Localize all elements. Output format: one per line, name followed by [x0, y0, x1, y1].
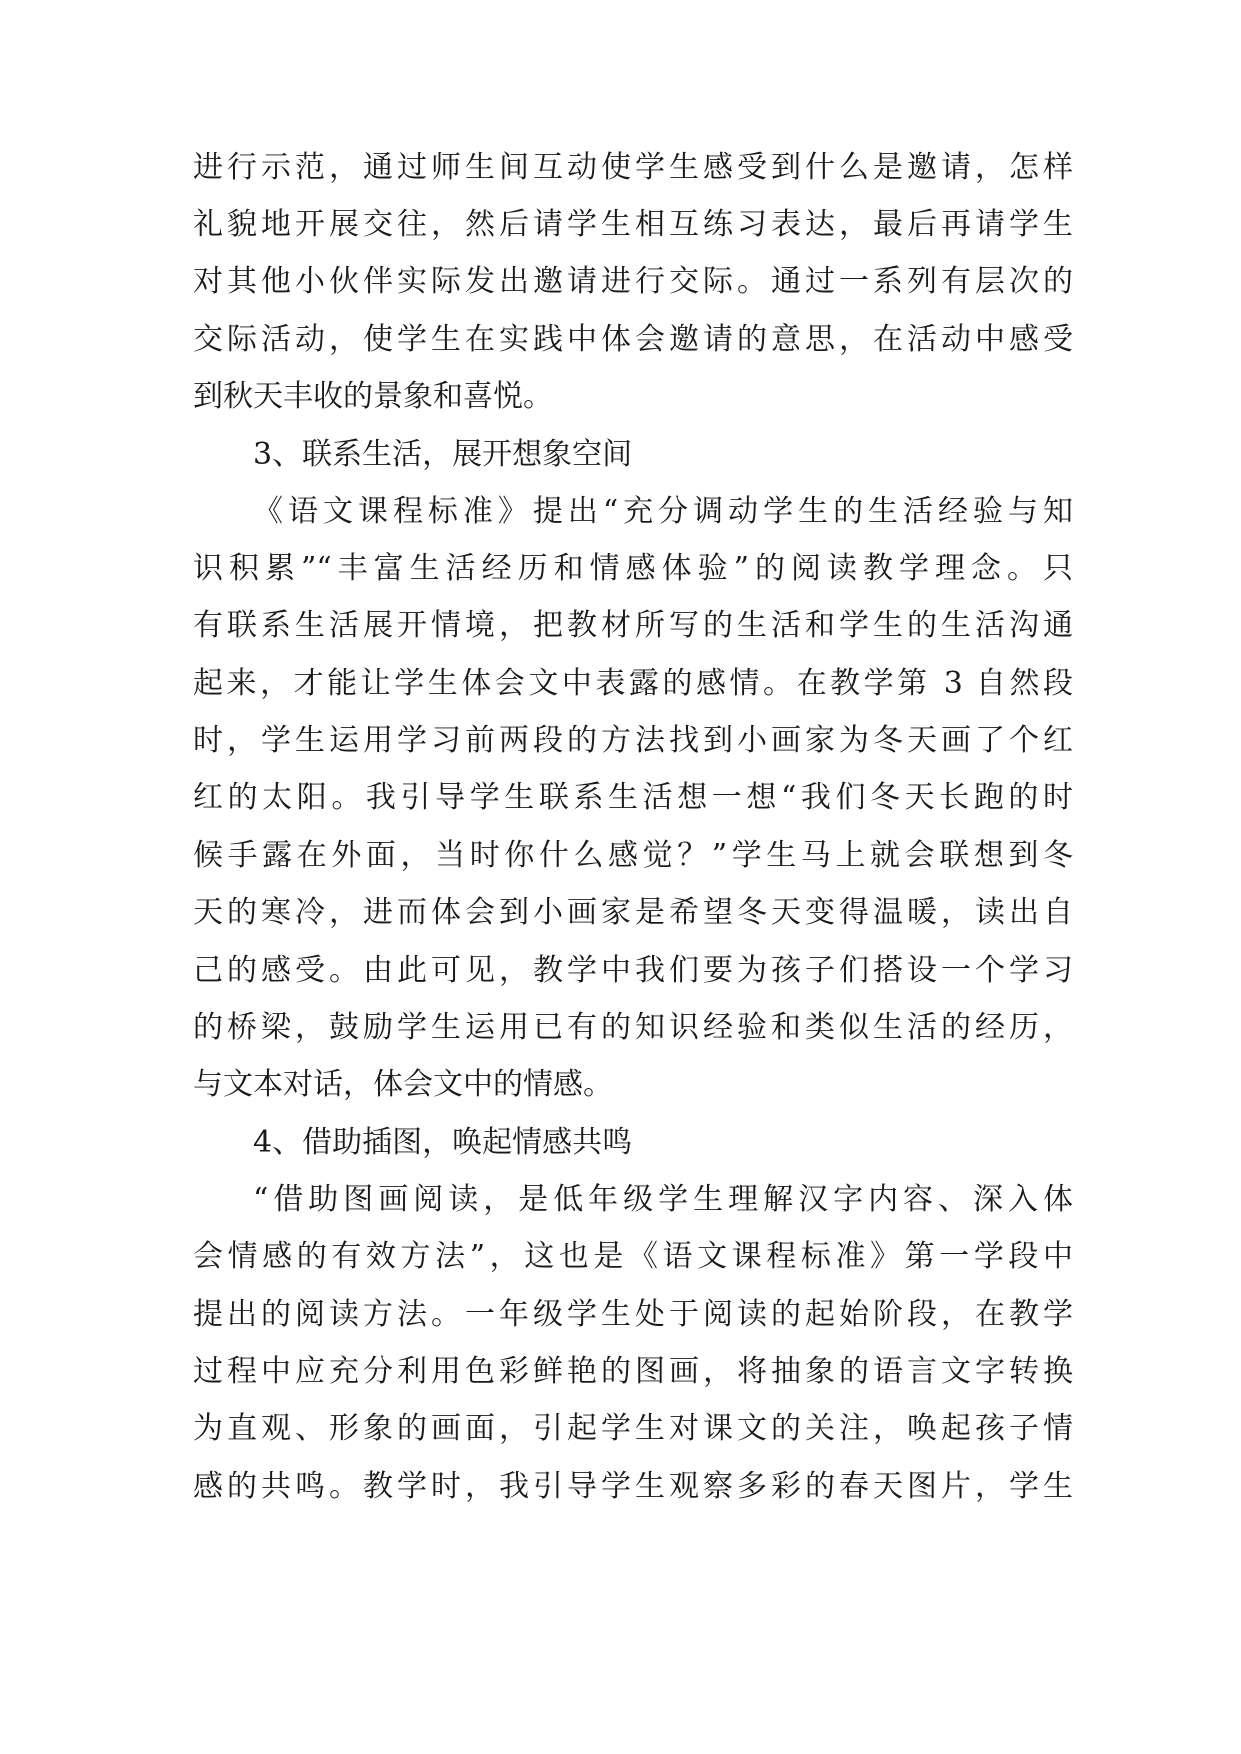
- paragraph-line: 红的太阳。我引导学生联系生活想一想“我们冬天长跑的时: [193, 780, 1073, 815]
- paragraph-line: 为直观、形象的画面，引起学生对课文的关注，唤起孩子情: [193, 1411, 1073, 1446]
- paragraph-line: 到秋天丰收的景象和喜悦。: [193, 379, 553, 414]
- paragraph-line: 感的共鸣。教学时，我引导学生观察多彩的春天图片，学生: [193, 1469, 1073, 1504]
- paragraph-line: 交际活动，使学生在实践中体会邀请的意思，在活动中感受: [193, 322, 1073, 357]
- paragraph-line: 有联系生活展开情境，把教材所写的生活和学生的生活沟通: [193, 608, 1073, 643]
- paragraph-line: 《语文课程标准》提出“充分调动学生的生活经验与知: [253, 494, 1073, 529]
- paragraph-line: 过程中应充分利用色彩鲜艳的图画，将抽象的语言文字转换: [193, 1354, 1073, 1389]
- section-heading: 3、联系生活，展开想象空间: [253, 437, 633, 472]
- section-heading: 4、借助插图，唤起情感共鸣: [253, 1125, 633, 1160]
- paragraph-line: 识积累”“丰富生活经历和情感体验”的阅读教学理念。只: [193, 551, 1073, 586]
- paragraph-line: “借助图画阅读，是低年级学生理解汉字内容、深入体: [253, 1182, 1073, 1217]
- paragraph-line: 礼貌地开展交往，然后请学生相互练习表达，最后再请学生: [193, 207, 1073, 242]
- paragraph-line: 的桥梁，鼓励学生运用已有的知识经验和类似生活的经历，: [193, 1010, 1073, 1045]
- paragraph-line: 己的感受。由此可见，教学中我们要为孩子们搭设一个学习: [193, 953, 1073, 988]
- paragraph-line: 对其他小伙伴实际发出邀请进行交际。通过一系列有层次的: [193, 264, 1073, 299]
- paragraph-line: 会情感的有效方法”，这也是《语文课程标准》第一学段中: [193, 1239, 1073, 1274]
- paragraph-line: 天的寒冷，进而体会到小画家是希望冬天变得温暖，读出自: [193, 895, 1073, 930]
- paragraph-line: 与文本对话，体会文中的情感。: [193, 1067, 613, 1102]
- paragraph-line: 进行示范，通过师生间互动使学生感受到什么是邀请，怎样: [193, 150, 1073, 185]
- paragraph-line: 提出的阅读方法。一年级学生处于阅读的起始阶段，在教学: [193, 1297, 1073, 1332]
- paragraph-line: 起来，才能让学生体会文中表露的感情。在教学第 3 自然段: [193, 666, 1073, 701]
- paragraph-line: 候手露在外面，当时你什么感觉？”学生马上就会联想到冬: [193, 838, 1073, 873]
- paragraph-line: 时，学生运用学习前两段的方法找到小画家为冬天画了个红: [193, 723, 1073, 758]
